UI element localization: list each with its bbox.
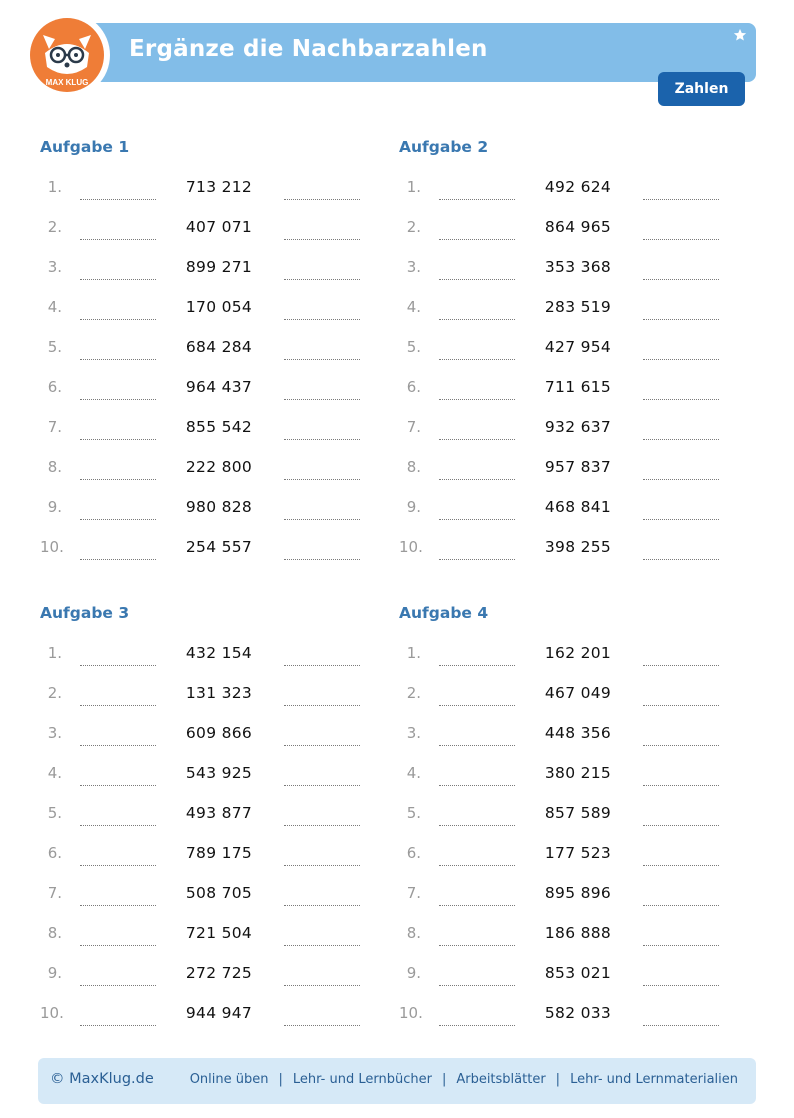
successor-answer-line[interactable]: [643, 945, 719, 946]
row-number: 6.: [406, 844, 421, 862]
exercise-row: [399, 418, 739, 458]
successor-answer-line[interactable]: [284, 985, 360, 986]
predecessor-answer-line[interactable]: [80, 865, 156, 866]
predecessor-answer-line[interactable]: [439, 865, 515, 866]
predecessor-answer-line[interactable]: [439, 399, 515, 400]
given-number: 398 255: [544, 538, 612, 556]
row-number: 8.: [406, 458, 421, 476]
exercise-row: [399, 258, 739, 298]
exercise-row: [40, 538, 380, 578]
row-number: 1.: [47, 644, 62, 662]
row-number: 8.: [406, 924, 421, 942]
row-number: 4.: [406, 298, 421, 316]
successor-answer-line[interactable]: [284, 519, 360, 520]
successor-answer-line[interactable]: [284, 279, 360, 280]
star-icon[interactable]: [733, 28, 747, 42]
successor-answer-line[interactable]: [643, 439, 719, 440]
predecessor-answer-line[interactable]: [439, 439, 515, 440]
exercise-row: [399, 498, 739, 538]
exercise-row: [40, 1004, 380, 1044]
exercise-row: [40, 498, 380, 538]
given-number: 177 523: [544, 844, 612, 862]
footer-links: [190, 1072, 738, 1087]
given-number: 609 866: [185, 724, 253, 742]
predecessor-answer-line[interactable]: [80, 825, 156, 826]
footer-link-arbeitsblaetter[interactable]: Arbeitsblätter: [456, 1072, 546, 1087]
successor-answer-line[interactable]: [284, 905, 360, 906]
given-number: 957 837: [544, 458, 612, 476]
successor-answer-line[interactable]: [643, 519, 719, 520]
predecessor-answer-line[interactable]: [439, 945, 515, 946]
successor-answer-line[interactable]: [284, 865, 360, 866]
given-number: 432 154: [185, 644, 253, 662]
successor-answer-line[interactable]: [284, 745, 360, 746]
row-number: 2.: [406, 218, 421, 236]
exercise-row: [399, 218, 739, 258]
exercise-row: [399, 724, 739, 764]
given-number: 713 212: [185, 178, 253, 196]
successor-answer-line[interactable]: [284, 945, 360, 946]
row-number: 10.: [40, 538, 64, 556]
successor-answer-line[interactable]: [643, 785, 719, 786]
row-number: 4.: [406, 764, 421, 782]
predecessor-answer-line[interactable]: [439, 665, 515, 666]
row-number: 3.: [406, 258, 421, 276]
row-number: 8.: [47, 924, 62, 942]
given-number: 427 954: [544, 338, 612, 356]
row-number: 5.: [47, 338, 62, 356]
successor-answer-line[interactable]: [643, 825, 719, 826]
predecessor-answer-line[interactable]: [80, 1025, 156, 1026]
row-number: 6.: [47, 844, 62, 862]
successor-answer-line[interactable]: [643, 905, 719, 906]
predecessor-answer-line[interactable]: [80, 745, 156, 746]
exercise-row: [40, 338, 380, 378]
exercise-row: [399, 298, 739, 338]
exercise-row: [40, 378, 380, 418]
exercise-row: [399, 338, 739, 378]
given-number: 582 033: [544, 1004, 612, 1022]
successor-answer-line[interactable]: [643, 705, 719, 706]
predecessor-answer-line[interactable]: [439, 785, 515, 786]
row-number: 4.: [47, 298, 62, 316]
footer: [38, 1058, 756, 1104]
row-number: 7.: [406, 418, 421, 436]
exercise-row: [40, 924, 380, 964]
successor-answer-line[interactable]: [643, 399, 719, 400]
row-number: 9.: [406, 498, 421, 516]
predecessor-answer-line[interactable]: [439, 519, 515, 520]
row-number: 5.: [406, 804, 421, 822]
footer-link-lehr-und-lernmaterialien[interactable]: Lehr- und Lernmaterialien: [570, 1072, 738, 1087]
exercise-row: [40, 298, 380, 338]
footer-link-online-ueben[interactable]: Online üben: [189, 1072, 269, 1087]
predecessor-answer-line[interactable]: [439, 745, 515, 746]
row-number: 4.: [47, 764, 62, 782]
successor-answer-line[interactable]: [643, 1025, 719, 1026]
successor-answer-line[interactable]: [284, 825, 360, 826]
row-number: 6.: [406, 378, 421, 396]
given-number: 932 637: [544, 418, 612, 436]
row-number: 8.: [47, 458, 62, 476]
predecessor-answer-line[interactable]: [439, 985, 515, 986]
exercise-row: [399, 178, 739, 218]
row-number: 7.: [406, 884, 421, 902]
given-number: 899 271: [185, 258, 253, 276]
exercise-row: [399, 844, 739, 884]
row-number: 2.: [47, 218, 62, 236]
successor-answer-line[interactable]: [284, 439, 360, 440]
successor-answer-line[interactable]: [643, 665, 719, 666]
row-number: 3.: [47, 258, 62, 276]
maxklug-logo-icon[interactable]: [29, 17, 105, 93]
row-number: 2.: [47, 684, 62, 702]
exercise-row: [40, 258, 380, 298]
exercise-row: [40, 684, 380, 724]
row-number: 1.: [406, 644, 421, 662]
predecessor-answer-line[interactable]: [80, 399, 156, 400]
given-number: 721 504: [185, 924, 253, 942]
successor-answer-line[interactable]: [284, 199, 360, 200]
footer-separator: |: [555, 1072, 561, 1087]
predecessor-answer-line[interactable]: [439, 705, 515, 706]
exercise-row: [40, 764, 380, 804]
successor-answer-line[interactable]: [643, 745, 719, 746]
row-number: 7.: [47, 418, 62, 436]
predecessor-answer-line[interactable]: [80, 359, 156, 360]
given-number: 170 054: [185, 298, 253, 316]
given-number: 162 201: [544, 644, 612, 662]
predecessor-answer-line[interactable]: [80, 199, 156, 200]
exercise-row: [399, 538, 739, 578]
predecessor-answer-line[interactable]: [439, 479, 515, 480]
exercise-row: [40, 804, 380, 844]
successor-answer-line[interactable]: [643, 479, 719, 480]
predecessor-answer-line[interactable]: [439, 319, 515, 320]
section-title: Aufgabe 2: [399, 138, 489, 156]
successor-answer-line[interactable]: [284, 359, 360, 360]
given-number: 493 877: [185, 804, 253, 822]
row-number: 3.: [406, 724, 421, 742]
given-number: 468 841: [544, 498, 612, 516]
exercise-row: [40, 458, 380, 498]
page-title: Ergänze die Nachbarzahlen: [129, 36, 488, 62]
given-number: 857 589: [544, 804, 612, 822]
given-number: 131 323: [185, 684, 253, 702]
row-number: 2.: [406, 684, 421, 702]
given-number: 944 947: [185, 1004, 253, 1022]
row-number: 10.: [40, 1004, 64, 1022]
successor-answer-line[interactable]: [284, 239, 360, 240]
given-number: 895 896: [544, 884, 612, 902]
row-number: 1.: [406, 178, 421, 196]
footer-link-lehr-und-lernbuecher[interactable]: Lehr- und Lernbücher: [292, 1072, 432, 1087]
predecessor-answer-line[interactable]: [80, 705, 156, 706]
given-number: 789 175: [185, 844, 253, 862]
predecessor-answer-line[interactable]: [80, 559, 156, 560]
successor-answer-line[interactable]: [643, 279, 719, 280]
given-number: 964 437: [185, 378, 253, 396]
given-number: 380 215: [544, 764, 612, 782]
given-number: 407 071: [185, 218, 253, 236]
topic-button[interactable]: Zahlen: [658, 72, 745, 106]
exercise-row: [399, 378, 739, 418]
predecessor-answer-line[interactable]: [80, 905, 156, 906]
predecessor-answer-line[interactable]: [80, 239, 156, 240]
successor-answer-line[interactable]: [643, 559, 719, 560]
successor-answer-line[interactable]: [284, 319, 360, 320]
given-number: 543 925: [185, 764, 253, 782]
exercise-row: [40, 724, 380, 764]
given-number: 254 557: [185, 538, 253, 556]
predecessor-answer-line[interactable]: [439, 239, 515, 240]
row-number: 6.: [47, 378, 62, 396]
row-number: 10.: [399, 1004, 423, 1022]
row-number: 5.: [406, 338, 421, 356]
row-number: 9.: [47, 498, 62, 516]
predecessor-answer-line[interactable]: [80, 519, 156, 520]
section-title: Aufgabe 4: [399, 604, 489, 622]
exercise-row: [399, 804, 739, 844]
predecessor-answer-line[interactable]: [80, 319, 156, 320]
logo-text: MAX KLUG: [45, 78, 89, 87]
exercise-row: [40, 964, 380, 1004]
predecessor-answer-line[interactable]: [439, 559, 515, 560]
given-number: 508 705: [185, 884, 253, 902]
row-number: 7.: [47, 884, 62, 902]
exercise-row: [40, 178, 380, 218]
predecessor-answer-line[interactable]: [80, 985, 156, 986]
predecessor-answer-line[interactable]: [80, 439, 156, 440]
exercise-row: [399, 964, 739, 1004]
given-number: 711 615: [544, 378, 612, 396]
predecessor-answer-line[interactable]: [439, 905, 515, 906]
predecessor-answer-line[interactable]: [80, 785, 156, 786]
given-number: 186 888: [544, 924, 612, 942]
given-number: 272 725: [185, 964, 253, 982]
exercise-row: [399, 924, 739, 964]
footer-separator: |: [278, 1072, 283, 1087]
successor-answer-line[interactable]: [284, 479, 360, 480]
exercise-row: [399, 884, 739, 924]
successor-answer-line[interactable]: [284, 705, 360, 706]
successor-answer-line[interactable]: [284, 399, 360, 400]
row-number: 3.: [47, 724, 62, 742]
given-number: 467 049: [544, 684, 612, 702]
exercise-row: [40, 884, 380, 924]
predecessor-answer-line[interactable]: [439, 279, 515, 280]
successor-answer-line[interactable]: [284, 665, 360, 666]
successor-answer-line[interactable]: [284, 785, 360, 786]
section-title: Aufgabe 1: [40, 138, 130, 156]
predecessor-answer-line[interactable]: [80, 479, 156, 480]
given-number: 980 828: [185, 498, 253, 516]
given-number: 864 965: [544, 218, 612, 236]
exercise-row: [40, 644, 380, 684]
row-number: 5.: [47, 804, 62, 822]
successor-answer-line[interactable]: [284, 559, 360, 560]
successor-answer-line[interactable]: [643, 359, 719, 360]
exercise-row: [399, 764, 739, 804]
footer-brand[interactable]: © MaxKlug.de: [50, 1071, 154, 1087]
successor-answer-line[interactable]: [284, 1025, 360, 1026]
exercise-row: [399, 684, 739, 724]
exercise-row: [40, 418, 380, 458]
given-number: 492 624: [544, 178, 612, 196]
section-title: Aufgabe 3: [40, 604, 130, 622]
exercise-row: [399, 1004, 739, 1044]
predecessor-answer-line[interactable]: [439, 825, 515, 826]
successor-answer-line[interactable]: [643, 865, 719, 866]
footer-separator: |: [441, 1072, 447, 1087]
exercise-row: [399, 458, 739, 498]
given-number: 283 519: [544, 298, 612, 316]
row-number: 9.: [406, 964, 421, 982]
predecessor-answer-line[interactable]: [80, 279, 156, 280]
successor-answer-line[interactable]: [643, 239, 719, 240]
predecessor-answer-line[interactable]: [439, 1025, 515, 1026]
row-number: 10.: [399, 538, 423, 556]
row-number: 9.: [47, 964, 62, 982]
successor-answer-line[interactable]: [643, 985, 719, 986]
given-number: 853 021: [544, 964, 612, 982]
row-number: 1.: [47, 178, 62, 196]
successor-answer-line[interactable]: [643, 199, 719, 200]
successor-answer-line[interactable]: [643, 319, 719, 320]
given-number: 353 368: [544, 258, 612, 276]
exercise-row: [40, 844, 380, 884]
predecessor-answer-line[interactable]: [80, 945, 156, 946]
exercise-row: [40, 218, 380, 258]
given-number: 448 356: [544, 724, 612, 742]
predecessor-answer-line[interactable]: [439, 359, 515, 360]
predecessor-answer-line[interactable]: [80, 665, 156, 666]
given-number: 855 542: [185, 418, 253, 436]
given-number: 684 284: [185, 338, 253, 356]
given-number: 222 800: [185, 458, 253, 476]
predecessor-answer-line[interactable]: [439, 199, 515, 200]
exercise-row: [399, 644, 739, 684]
